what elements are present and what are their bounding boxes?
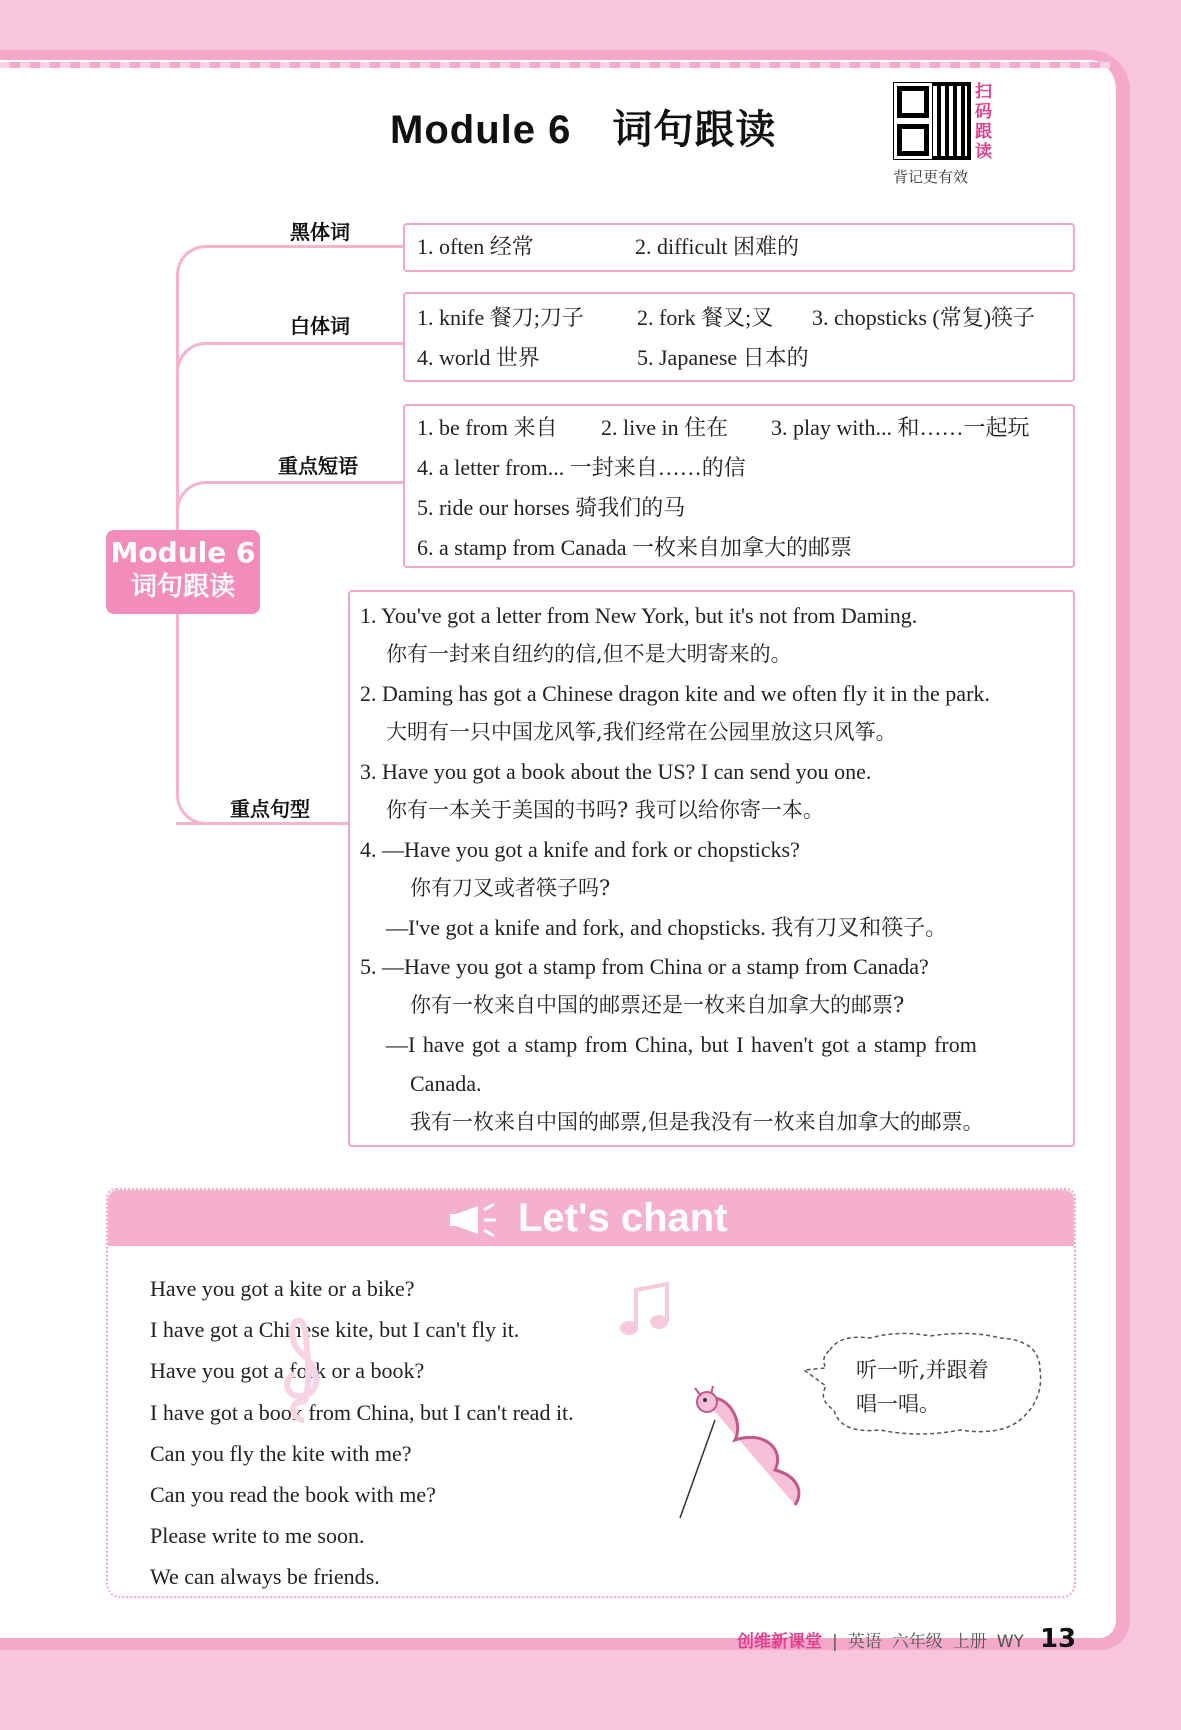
bubble-line: 听一听,并跟着	[856, 1358, 989, 1382]
plain-words-box	[403, 292, 1075, 382]
music-note-icon	[615, 1280, 675, 1340]
hub-line1: Module 6	[110, 536, 256, 569]
sentence-en: 3. Have you got a book about the US? I can send you one.	[360, 759, 872, 784]
sentence-en: 4. —Have you got a knife and fork or chopsticks?	[360, 837, 800, 862]
plain-word-item: 1. knife 餐刀;刀子	[417, 305, 584, 330]
bold-word-item: 2. difficult 困难的	[635, 234, 799, 259]
chant-line: Can you read the book with me?	[150, 1482, 436, 1508]
mindmap-branch-bold	[205, 245, 405, 248]
phrase-item: 6. a stamp from Canada 一枚来自加拿大的邮票	[417, 535, 853, 560]
category-key-sentences: 重点句型	[230, 797, 310, 821]
mindmap-branch-plain	[176, 342, 405, 372]
phrase-item: 5. ride our horses 骑我们的马	[417, 495, 686, 520]
mindmap-branch-phrases	[176, 481, 405, 511]
chant-line: I have got a Chinese kite, but I can't fly it.	[150, 1317, 520, 1343]
sentence-zh: 你有一封来自纽约的信,但不是大明寄来的。	[386, 642, 792, 666]
chant-line: Can you fly the kite with me?	[150, 1440, 412, 1466]
chant-line: Please write to me soon.	[150, 1523, 365, 1549]
bold-words-box	[403, 223, 1075, 272]
treble-clef-icon	[272, 1310, 332, 1430]
plain-word-item: 4. world 世界	[417, 345, 540, 370]
category-key-phrases: 重点短语	[278, 454, 358, 478]
sentence-zh: 你有一枚来自中国的邮票还是一枚来自加拿大的邮票?	[410, 993, 905, 1017]
qr-side-label: 扫码跟读	[975, 82, 992, 162]
plain-word-item: 3. chopsticks (常复)筷子	[812, 305, 1036, 330]
page-number: 13	[1039, 1624, 1077, 1654]
key-phrases-box	[403, 404, 1075, 568]
sentence-answer: —I have got a stamp from China, but I haven't got a stamp from	[386, 1032, 977, 1057]
module-hub	[106, 530, 260, 614]
footer-edition: WY	[996, 1632, 1024, 1652]
key-sentences-box	[348, 590, 1075, 1147]
phrase-item: 2. live in 住在	[601, 415, 729, 440]
footer-brand: 创维新课堂	[737, 1632, 822, 1652]
chant-line: We can always be friends.	[150, 1564, 380, 1590]
footer-divider: |	[832, 1632, 838, 1652]
chant-title: Let's chant	[518, 1196, 728, 1240]
phrase-item: 4. a letter from... 一封来自……的信	[417, 455, 746, 480]
plain-word-item: 2. fork 餐叉;叉	[637, 305, 774, 330]
footer-term: 上册	[952, 1632, 987, 1652]
sentence-answer-cont: Canada.	[410, 1071, 482, 1096]
sentence-zh: 大明有一只中国龙风筝,我们经常在公园里放这只风筝。	[386, 720, 897, 744]
chant-line: Have you got a fork or a book?	[150, 1358, 425, 1384]
qr-code-icon[interactable]	[893, 82, 971, 160]
bubble-line: 唱一唱。	[856, 1392, 940, 1416]
sentence-zh: 你有刀叉或者筷子吗?	[410, 876, 611, 900]
category-plain-words: 白体词	[290, 314, 350, 338]
page-footer	[737, 1624, 1076, 1654]
chant-line: I have got a book from China, but I can't read it.	[150, 1399, 574, 1425]
phrase-item: 3. play with... 和……一起玩	[771, 415, 1030, 440]
sentence-answer-zh: 我有一枚来自中国的邮票,但是我没有一枚来自加拿大的邮票。	[410, 1110, 984, 1134]
speech-bubble-text	[856, 1353, 1036, 1421]
chant-lines	[150, 1268, 574, 1598]
sentence-en: 5. —Have you got a stamp from China or a stamp from Canada?	[360, 954, 929, 979]
qr-note: 背记更有效	[893, 168, 969, 186]
plain-word-item: 5. Japanese 日本的	[637, 345, 809, 370]
chant-header	[108, 1190, 1074, 1246]
sentence-answer: —I've got a knife and fork, and chopsticks. 我有刀叉和筷子。	[386, 915, 948, 940]
bold-word-item: 1. often 经常	[417, 234, 534, 259]
megaphone-icon	[448, 1198, 512, 1242]
footer-subject: 英语	[847, 1632, 882, 1652]
hub-line2: 词句跟读	[130, 572, 235, 602]
sentence-en: 2. Daming has got a Chinese dragon kite and we often fly it in the park.	[360, 681, 990, 706]
phrase-item: 1. be from 来自	[417, 415, 558, 440]
footer-grade: 六年级	[891, 1632, 943, 1652]
category-bold-words: 黑体词	[290, 220, 350, 244]
chant-line: Have you got a kite or a bike?	[150, 1276, 415, 1301]
sentence-en: 1. You've got a letter from New York, but it's not from Daming.	[360, 603, 918, 628]
page-title: Module 6 词句跟读	[390, 108, 777, 152]
sentence-zh: 你有一本关于美国的书吗? 我可以给你寄一本。	[386, 798, 824, 822]
